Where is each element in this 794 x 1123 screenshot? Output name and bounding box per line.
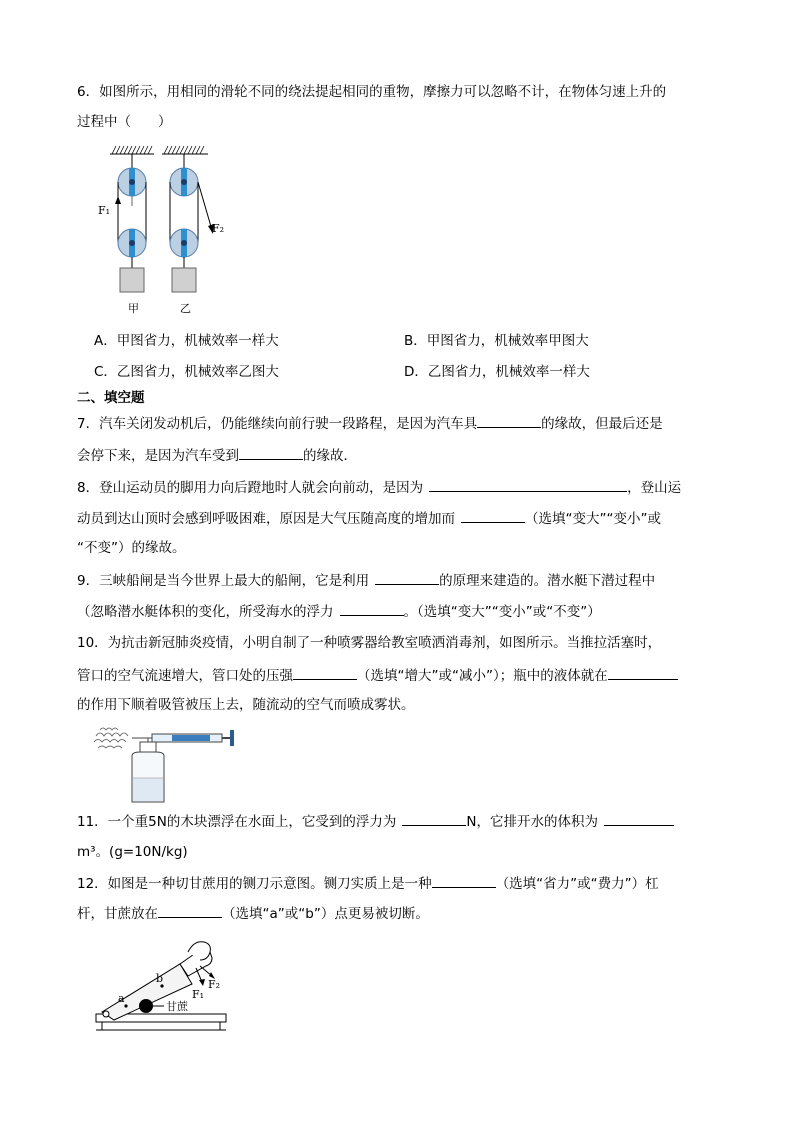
- q8-blank2[interactable]: [461, 508, 525, 523]
- label-f1: F₁: [192, 988, 205, 1001]
- q8-text: 8．登山运动员的脚用力向后蹬地时人就会向前动，是因为: [77, 480, 424, 496]
- q11-text: 11．一个重5N的木块漂浮在水面上，它受到的浮力为: [77, 814, 397, 830]
- label-f2: F₂: [208, 978, 221, 991]
- q12-text: 12．如图是一种切甘蔗用的铡刀示意图。铡刀实质上是一种: [77, 876, 432, 892]
- q12-text: （选填“a”或“b”）点更易被切断。: [222, 906, 429, 922]
- q8-blank1[interactable]: [429, 477, 627, 492]
- q12-text: （选填“省力”或“费力”）杠: [495, 876, 659, 892]
- caption-yi: 乙: [180, 302, 191, 315]
- q9-blank2[interactable]: [340, 601, 404, 616]
- cutter-figure: [92, 922, 242, 1034]
- q6-line1: 6．如图所示，用相同的滑轮不同的绕法提起相同的重物，摩擦力可以忽略不计，在物体匀速上升的: [77, 84, 667, 100]
- pulley-figure: [92, 140, 225, 320]
- section-title: 二、填空题: [77, 390, 145, 406]
- q10-line2: [77, 665, 678, 686]
- q11-text: N，它排开水的体积为: [466, 814, 598, 830]
- label-b: b: [156, 972, 164, 985]
- q10-line1: 10．为抗击新冠肺炎疫情，小明自制了一种喷雾器给教室喷洒消毒剂，如图所示。当推拉活塞时，: [77, 635, 662, 651]
- caption-jia: 甲: [128, 302, 139, 315]
- q9-text: 的原理来建造的。潜水艇下潜过程中: [439, 573, 656, 589]
- q9-text: （忽略潜水艇体积的变化，所受海水的浮力: [77, 604, 334, 620]
- q6-option-a[interactable]: A．甲图省力，机械效率一样大: [94, 333, 279, 349]
- q7-text: 的缘故，但最后还是: [541, 416, 663, 432]
- q11-line1: [77, 811, 674, 832]
- q11-blank1[interactable]: [402, 811, 466, 826]
- q11-line2: m³。(g=10N/kg): [77, 844, 188, 860]
- q6-option-b[interactable]: B．甲图省力，机械效率甲图大: [404, 333, 589, 349]
- q8-line2: [77, 508, 661, 529]
- label-cane: 甘蔗: [166, 1000, 188, 1013]
- q7-blank2[interactable]: [239, 445, 303, 460]
- q8-text: ，登山运: [627, 480, 682, 496]
- q10-line3: 的作用下顺着吸管被压上去，随流动的空气而喷成雾状。: [77, 697, 415, 713]
- q7-text: 的缘故．: [303, 448, 357, 464]
- q7-line1: [77, 413, 663, 434]
- q6-line2: 过程中（ ）: [77, 114, 172, 130]
- q9-text: 。（选填“变大”“变小”或“不变”）: [403, 604, 601, 620]
- q9-line1: [77, 570, 655, 591]
- q9-line2: [77, 601, 601, 622]
- q10-blank1[interactable]: [293, 665, 357, 680]
- sprayer-figure: [92, 722, 242, 806]
- q8-line3: “不变”）的缘故。: [77, 540, 186, 556]
- q8-line1: [77, 477, 681, 498]
- q7-line2: [77, 445, 357, 466]
- label-f2: F₂: [212, 222, 225, 235]
- label-a: a: [118, 992, 125, 1005]
- q12-blank2[interactable]: [158, 903, 222, 918]
- q10-blank2[interactable]: [608, 665, 678, 680]
- q6-option-c[interactable]: C．乙图省力，机械效率乙图大: [94, 364, 279, 380]
- q7-text: 会停下来，是因为汽车受到: [77, 448, 239, 464]
- q12-line1: [77, 873, 659, 894]
- q11-blank2[interactable]: [604, 811, 674, 826]
- q9-text: 9．三峡船闸是当今世界上最大的船闸，它是利用: [77, 573, 370, 589]
- q12-line2: [77, 903, 429, 924]
- q8-text: （选填“变大”“变小”或: [525, 511, 661, 527]
- q7-text: 7．汽车关闭发动机后，仍能继续向前行驶一段路程，是因为汽车具: [77, 416, 478, 432]
- label-f1: F₁: [98, 204, 111, 217]
- q12-text: 杆，甘蔗放在: [77, 906, 158, 922]
- q10-text: 管口的空气流速增大，管口处的压强: [77, 668, 293, 684]
- q9-blank1[interactable]: [375, 570, 439, 585]
- q10-text: （选填“增大”或“减小”）；瓶中的液体就在: [357, 668, 608, 684]
- q12-blank1[interactable]: [432, 873, 496, 888]
- q8-text: 动员到达山顶时会感到呼吸困难，原因是大气压随高度的增加而: [77, 511, 455, 527]
- q7-blank1[interactable]: [477, 413, 541, 428]
- q6-option-d[interactable]: D．乙图省力，机械效率一样大: [404, 364, 590, 380]
